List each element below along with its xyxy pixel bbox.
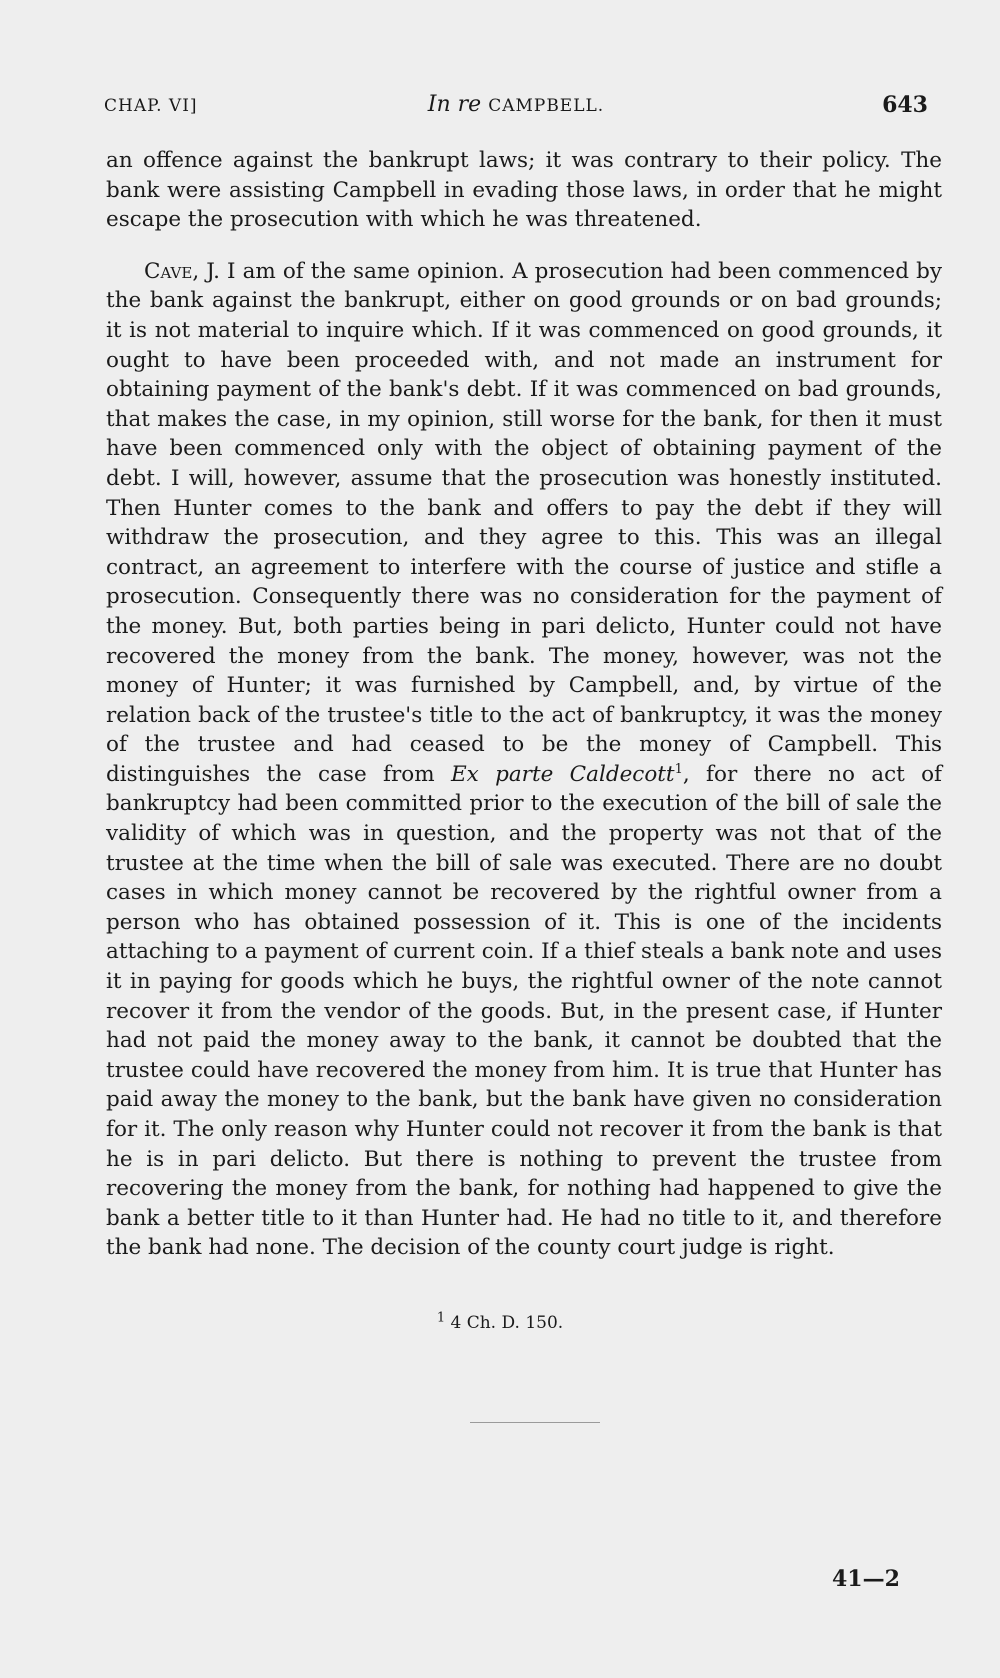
case-reference: Ex parte Caldecott [450, 761, 675, 787]
running-head [104, 92, 928, 124]
body-text [106, 146, 942, 1263]
footnote-mark: 1 [436, 1310, 446, 1326]
footnote-text: 4 Ch. D. 150. [450, 1313, 564, 1333]
bleed-through-rule [470, 1422, 600, 1423]
paragraph-cave-judgment [106, 257, 942, 1263]
footnote [0, 1310, 1000, 1333]
judgment-text-part2: , for there no act of bankruptcy had been committed prior to the execution of the bill of sale the validity of which was in question, and the property was not that of the trustee at the time when the bill of sale was executed. There are no doubt cases in which money cannot be recovered by the rightful owner from a person who has obtained possession of it. This is one of the incidents attaching to a payment of current coin. If a thief steals a bank note and uses it in paying for goods which he buys, the rightful owner of the note cannot recover it from the vendor of the goods. But, in the present case, if Hunter had not paid the money away to the bank, it cannot be doubted that the trustee could have recovered the money from him. It is true that Hunter has paid away the money to the bank, but the bank have given no consideration for it. The only reason why Hunter could not recover it from the bank is that he is in pari delicto. But there is nothing to prevent the trustee from recovering the money from the bank, for nothing had happened to give the bank a better title to it than Hunter had. He had no title to it, and therefore the bank had none. The decision of the county court judge is right. [106, 761, 943, 1261]
running-title [104, 92, 928, 117]
footnote-marker: 1 [674, 761, 683, 777]
judge-name: Cave, J. [144, 258, 220, 284]
paragraph-gap [106, 235, 942, 257]
running-title-italic: In re [427, 92, 482, 117]
page-number: 643 [882, 92, 928, 118]
printer-signature: 41—2 [832, 1566, 900, 1592]
running-title-caps: CAMPBELL. [488, 96, 605, 116]
judgment-text-part1: I am of the same opinion. A prosecution had been commenced by the bank against the bankrupt, either on good grounds or on bad grounds; it is not material to inquire which. If it was commenced on good grounds, it ought to have been proceeded with, and not made an instrument for obtaining payment of the bank's debt. If it was commenced on bad grounds, that makes the case, in my opinion, still worse for the bank, for then it must have been commenced only with the object of obtaining payment of the debt. I will, however, assume that the prosecution was honestly instituted. Then Hunter comes to the bank and offers to pay the debt if they will withdraw the prosecution, and they agree to this. This was an illegal contract, an agreement to interfere with the course of justice and stifle a prosecution. Consequently there was no consideration for the payment of the money. But, both parties being in pari delicto, Hunter could not have recovered the money from the bank. The money, however, was not the money of Hunter; it was furnished by Campbell, and, by virtue of the relation back of the trustee's title to the act of bankruptcy, it was the money of the trustee and had ceased to be the money of Campbell. This distinguishes the case from [106, 258, 942, 787]
paragraph-argument-end: an offence against the bankrupt laws; it was contrary to their policy. The bank were assisting Campbell in evading those laws, in order that he might escape the prosecution with which he was threatened. [106, 148, 942, 233]
chapter-label: CHAP. VI] [104, 96, 198, 116]
